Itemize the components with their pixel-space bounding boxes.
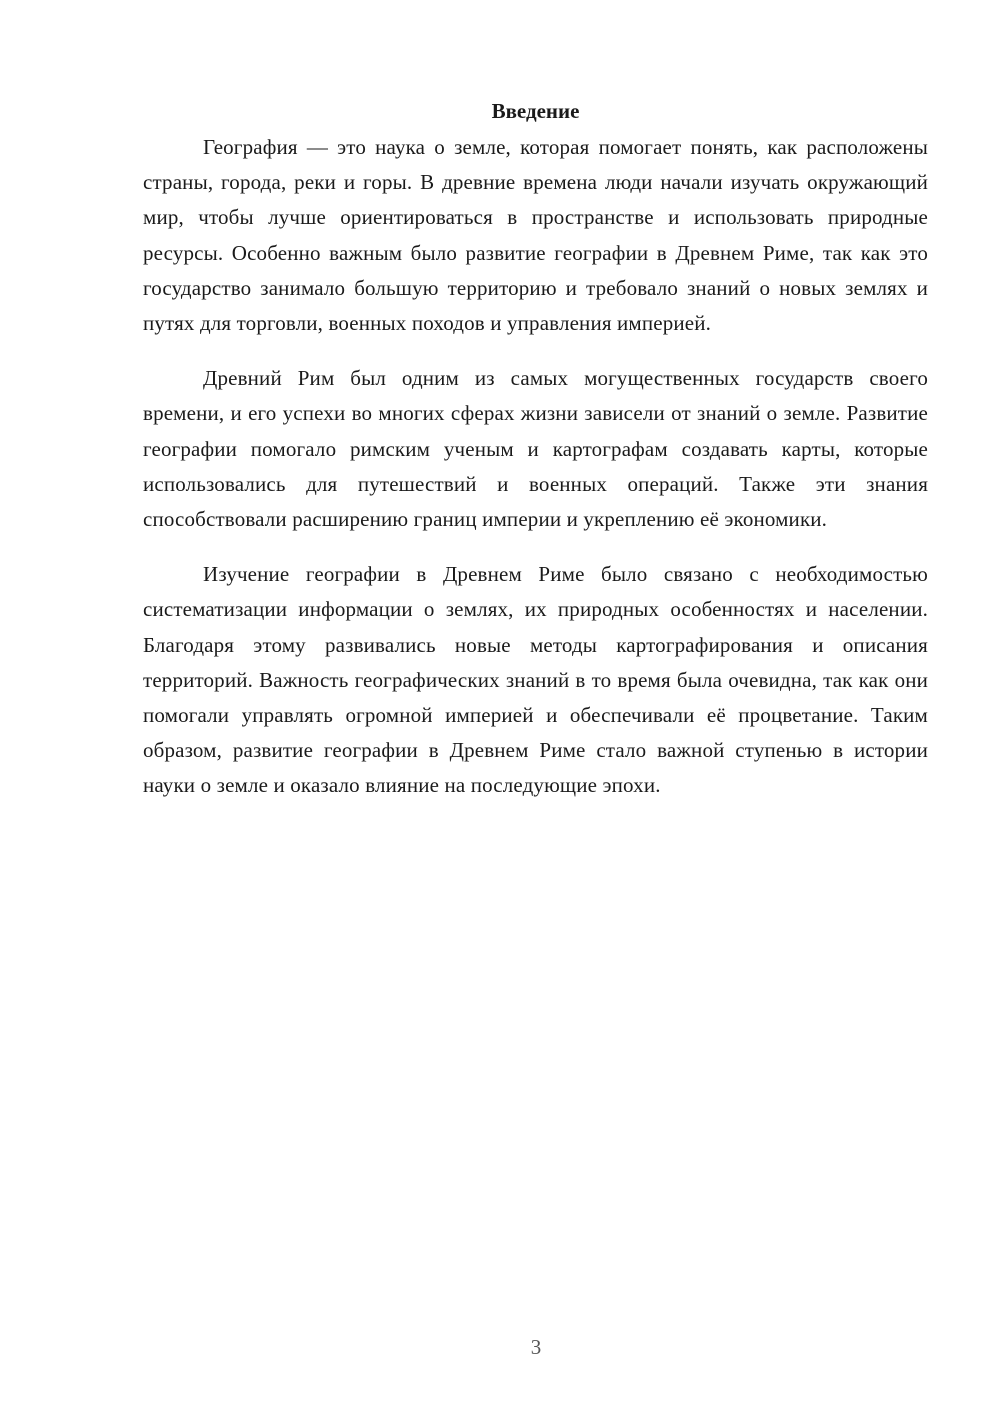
- paragraph-2: Древний Рим был одним из самых могущественных государств своего времени, и его успехи во многих сферах жизни зависели от знаний о земле. Развитие географии помогало римским ученым и картографам создавать карты, которые использовались для путешествий и военных операций. Также эти знания способствовали расширению границ империи и укреплению её экономики.: [143, 366, 928, 532]
- section-title: Введение: [491, 99, 580, 123]
- paragraph-3: Изучение географии в Древнем Риме было связано с необходимостью систематизации информации о землях, их природных особенностях и населении. Благодаря этому развивались новые методы картографирования и описания территорий. Важность географических знаний в то время была очевидна, так как они помогали управлять огромной империей и обеспечивали её процветание. Таким образом, развитие географии в Древнем Риме стало важной ступенью в истории науки о земле и оказало влияние на последующие эпохи.: [143, 562, 928, 798]
- paragraph-1: География — это наука о земле, которая помогает понять, как расположены страны, города, реки и горы. В древние времена люди начали изучать окружающий мир, чтобы лучше ориентироваться в пространстве и использовать природные ресурсы. Особенно важным было развитие географии в Древнем Риме, так как это государство занимало большую территорию и требовало знаний о новых землях и путях для торговли, военных походов и управления империей.: [143, 135, 928, 336]
- page-content: [143, 96, 928, 824]
- page-number: 3: [530, 1335, 542, 1359]
